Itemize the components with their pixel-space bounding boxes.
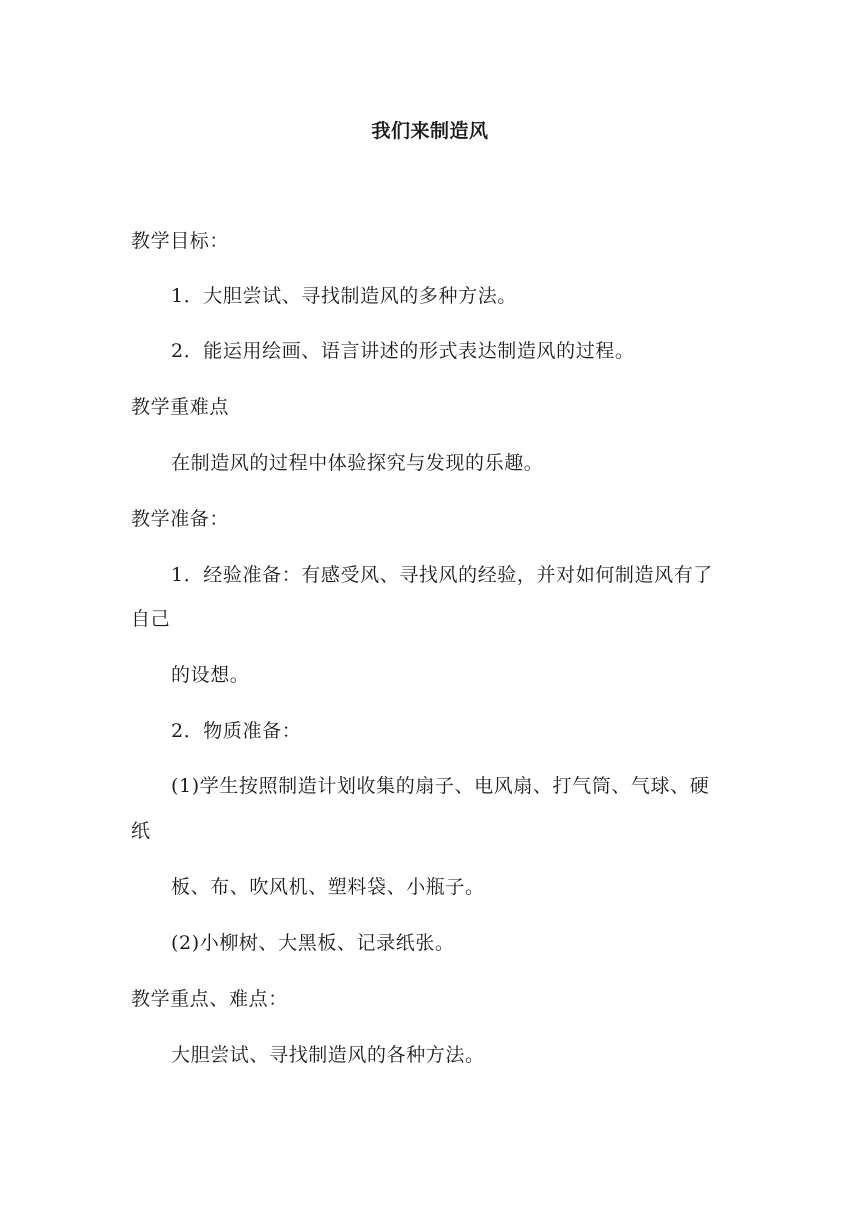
preparation-item-1-line-1: 1．经验准备：有感受风、寻找风的经验，并对如何制造风有了 xyxy=(171,564,713,586)
material-item-1-line-1: (1)学生按照制造计划收集的扇子、电风扇、打气筒、气球、硬 xyxy=(171,775,710,797)
heading-preparation: 教学准备： xyxy=(131,508,230,530)
document-title: 我们来制造风 xyxy=(371,120,489,142)
key-difficulty-text: 在制造风的过程中体验探究与发现的乐趣。 xyxy=(171,452,544,474)
heading-teaching-goals: 教学目标： xyxy=(131,230,230,252)
heading-key-difficulties: 教学重难点 xyxy=(131,396,230,418)
heading-key-points: 教学重点、难点： xyxy=(131,988,288,1010)
preparation-item-2: 2．物质准备： xyxy=(171,720,302,742)
goal-item-2: 2．能运用绘画、语言讲述的形式表达制造风的过程。 xyxy=(171,340,635,362)
preparation-item-1-line-3: 的设想。 xyxy=(171,664,250,686)
preparation-item-1-line-2: 自己 xyxy=(131,608,171,630)
goal-item-1: 1．大胆尝试、寻找制造风的多种方法。 xyxy=(171,285,517,307)
material-item-2: (2)小柳树、大黑板、记录纸张。 xyxy=(171,932,455,954)
material-item-1-line-2: 纸 xyxy=(131,820,151,842)
key-points-text: 大胆尝试、寻找制造风的各种方法。 xyxy=(171,1044,485,1066)
material-item-1-line-3: 板、布、吹风机、塑料袋、小瓶子。 xyxy=(171,876,485,898)
